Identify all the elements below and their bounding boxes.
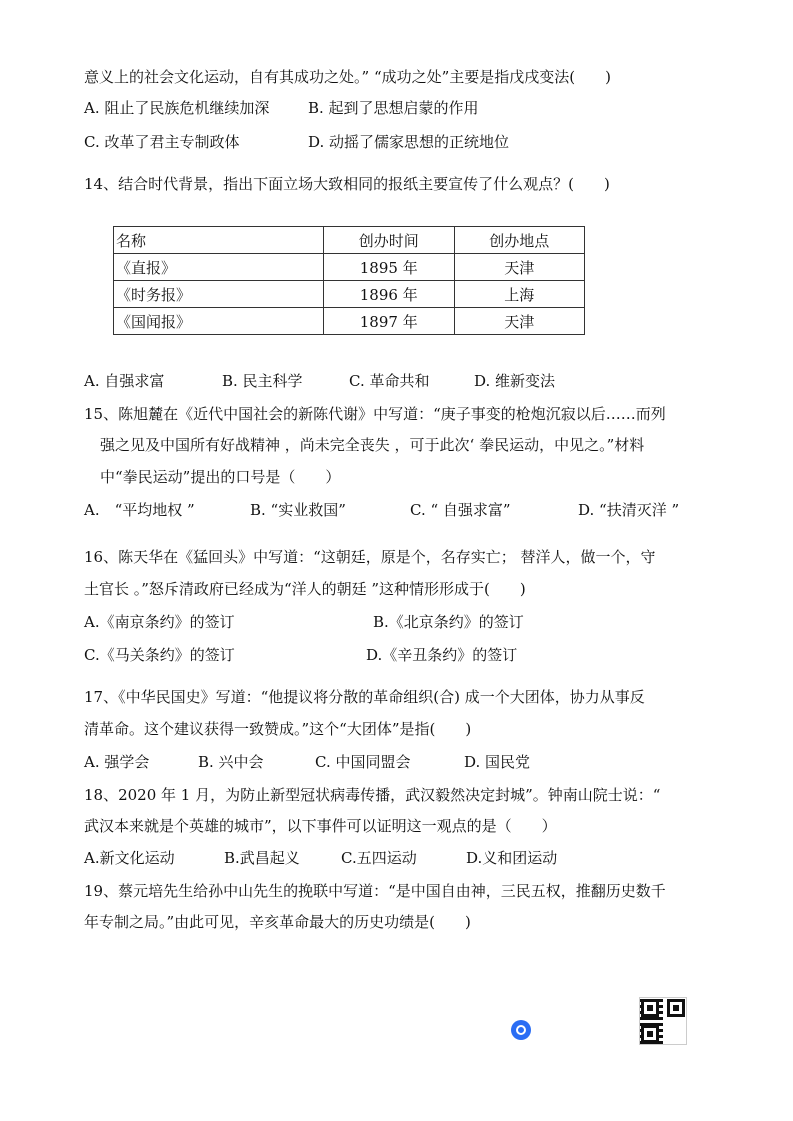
- q17-option-a: A. 强学会: [84, 753, 150, 771]
- table-cell: 上海: [454, 281, 585, 308]
- q14-option-a: A. 自强求富: [84, 372, 165, 390]
- q18-option-c: C.五四运动: [341, 849, 417, 867]
- table-header-date: 创办时间: [324, 227, 455, 254]
- q14-option-c: C. 革命共和: [349, 372, 430, 390]
- q14-option-b: B. 民主科学: [222, 372, 303, 390]
- q13-option-c: C. 改革了君主专制政体: [84, 133, 240, 151]
- qr-finder-icon: [641, 999, 659, 1017]
- table-cell: 1895 年: [324, 254, 455, 281]
- q15-line-1: 15、陈旭麓在《近代中国社会的新陈代谢》中写道：“庚子事变的枪炮沉寂以后……而列: [84, 405, 666, 423]
- q16-line-1: 16、陈天华在《猛回头》中写道：“这朝廷，原是个，名存实亡； 替洋人，做一个，守: [84, 548, 656, 566]
- table-cell: 1896 年: [324, 281, 455, 308]
- table-header-name: 名称: [114, 227, 324, 254]
- app-logo-icon: [511, 1020, 531, 1040]
- table-cell: 《国闻报》: [114, 308, 324, 335]
- table-cell: 《直报》: [114, 254, 324, 281]
- q15-option-d: D. “扶清灭洋 ”: [578, 501, 680, 519]
- table-cell: 1897 年: [324, 308, 455, 335]
- q19-line-1: 19、蔡元培先生给孙中山先生的挽联中写道：“是中国自由神，三民五权，推翻历史数千: [84, 882, 666, 900]
- table-header-place: 创办地点: [454, 227, 585, 254]
- qr-code-icon: [639, 997, 687, 1045]
- q13-option-a: A. 阻止了民族危机继续加深: [84, 99, 270, 117]
- q15-option-c: C. “ 自强求富”: [410, 501, 511, 519]
- qr-finder-icon: [667, 999, 685, 1017]
- q14-option-d: D. 维新变法: [474, 372, 556, 390]
- newspaper-table: [113, 226, 585, 335]
- q15-option-a: A. “平均地权 ”: [84, 501, 195, 519]
- q16-line-2: 土官长 。”怒斥清政府已经成为“洋人的朝廷 ”这种情形形成于( ): [84, 580, 526, 598]
- q15-line-3: 中“拳民运动”提出的口号是（ ）: [100, 468, 341, 486]
- q18-line-1: 18、2020 年 1 月，为防止新型冠状病毒传播，武汉毅然决定封城”。钟南山院士说：“: [84, 786, 661, 804]
- table-cell: 《时务报》: [114, 281, 324, 308]
- q17-line-1: 17、《中华民国史》写道：“他提议将分散的革命组织(合) 成一个大团体，协力从事反: [84, 688, 645, 706]
- q18-option-a: A.新文化运动: [84, 849, 175, 867]
- q18-line-2: 武汉本来就是个英雄的城市”，以下事件可以证明这一观点的是（ ）: [84, 817, 557, 835]
- q18-option-b: B.武昌起义: [224, 849, 300, 867]
- qr-finder-icon: [641, 1025, 659, 1043]
- q13-stem: 意义上的社会文化运动，自有其成功之处。” “成功之处”主要是指戊戌变法( ): [84, 68, 611, 86]
- q15-line-2: 强之见及中国所有好战精神 ，尚未完全丧失 ，可于此次‘ 拳民运动，中见之。”材料: [100, 436, 645, 454]
- q16-option-a: A.《南京条约》的签订: [84, 613, 235, 631]
- q16-option-c: C.《马关条约》的签订: [84, 646, 235, 664]
- q17-option-b: B. 兴中会: [198, 753, 264, 771]
- table-cell: 天津: [454, 308, 585, 335]
- q13-option-b: B. 起到了思想启蒙的作用: [308, 99, 479, 117]
- table-row: [114, 281, 585, 308]
- q18-option-d: D.义和团运动: [466, 849, 558, 867]
- q14-stem: 14、结合时代背景，指出下面立场大致相同的报纸主要宣传了什么观点？( ): [84, 175, 610, 193]
- table-row: [114, 254, 585, 281]
- q16-option-d: D.《辛丑条约》的签订: [366, 646, 518, 664]
- q16-option-b: B.《北京条约》的签订: [373, 613, 524, 631]
- q17-line-2: 清革命。这个建议获得一致赞成。”这个“大团体”是指( ): [84, 720, 472, 738]
- table-row: [114, 308, 585, 335]
- table-cell: 天津: [454, 254, 585, 281]
- q17-option-c: C. 中国同盟会: [315, 753, 411, 771]
- table-header-row: [114, 227, 585, 254]
- q17-option-d: D. 国民党: [464, 753, 531, 771]
- q13-option-d: D. 动摇了儒家思想的正统地位: [308, 133, 510, 151]
- q15-option-b: B. “实业救国”: [250, 501, 346, 519]
- q19-line-2: 年专制之局。”由此可见，辛亥革命最大的历史功绩是( ): [84, 913, 471, 931]
